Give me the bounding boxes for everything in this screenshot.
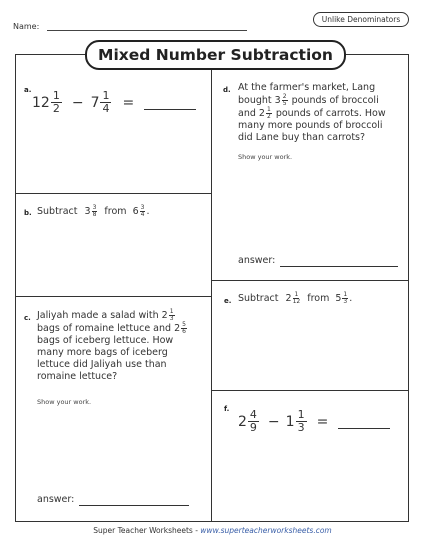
numerator: 1 — [266, 106, 271, 113]
denominator: 4 — [140, 211, 145, 218]
problem-d-answer-label: answer: — [238, 255, 276, 266]
problem-c-line-6: romaine lettuce? — [37, 371, 118, 382]
numerator: 1 — [343, 291, 348, 298]
grid-divider-vertical — [211, 54, 212, 522]
denominator: 8 — [92, 211, 97, 218]
problem-b-whole-2: 6 — [132, 206, 139, 217]
problem-d-line-5: did Lane buy than carrots? — [238, 132, 366, 143]
equals-sign: = — [316, 413, 329, 430]
denominator: 9 — [249, 421, 257, 434]
problem-a-whole-2: 7 — [90, 94, 100, 111]
problem-d-whole-2: 2 — [258, 108, 265, 119]
problem-c-answer-row — [37, 494, 189, 506]
problem-f-fraction-2 — [296, 409, 307, 434]
problem-f-whole-2: 1 — [285, 413, 295, 430]
problem-d-show-work: Show your work. — [238, 153, 293, 161]
problem-a-fraction-2 — [100, 90, 111, 115]
problem-a-expression — [32, 90, 196, 115]
equals-sign: = — [122, 94, 135, 111]
problem-d-fraction-2 — [266, 107, 272, 120]
problem-d-and: and — [238, 108, 256, 119]
problem-c-line-2: bags of romaine lettuce and — [37, 323, 172, 334]
denominator: 12 — [292, 298, 301, 305]
problem-d-answer-blank[interactable] — [280, 256, 398, 267]
period: . — [349, 293, 353, 304]
minus-sign: − — [267, 413, 280, 430]
problem-e-label: e. — [224, 297, 232, 305]
numerator: 1 — [297, 408, 305, 421]
denominator: 3 — [169, 315, 174, 322]
page-title: Mixed Number Subtraction — [85, 40, 346, 70]
denominator: 3 — [297, 421, 305, 434]
problem-d-line-1: At the farmer's market, Lang — [238, 82, 376, 93]
problem-b-fraction-2 — [140, 205, 146, 218]
denominator: 2 — [52, 102, 60, 115]
problem-f-whole-1: 2 — [238, 413, 247, 430]
problem-c-whole-2: 2 — [174, 323, 181, 334]
denominator: 4 — [102, 102, 110, 115]
numerator: 1 — [52, 89, 60, 102]
problem-f-expression — [238, 409, 390, 434]
numerator: 1 — [169, 308, 174, 315]
problem-d-line-4: many more pounds of broccoli — [238, 120, 383, 131]
problem-e-text — [238, 292, 352, 305]
problem-d-label: d. — [223, 86, 231, 94]
problem-c-line-4: many more bags of iceberg — [37, 347, 168, 358]
problem-b-text — [37, 205, 149, 218]
problem-c-answer-label: answer: — [37, 494, 75, 505]
problem-b-label: b. — [24, 209, 32, 217]
problem-c-whole-1: 2 — [161, 310, 168, 321]
minus-sign: − — [71, 94, 84, 111]
topic-badge: Unlike Denominators — [313, 12, 409, 27]
problem-d-bought: bought — [238, 95, 272, 106]
problem-e-from: from — [307, 293, 330, 304]
problem-a-fraction-1 — [51, 90, 62, 115]
problem-d-answer-row — [238, 255, 398, 267]
problem-c-show-work: Show your work. — [37, 398, 92, 406]
problem-b-from: from — [104, 206, 127, 217]
problem-b-instruction: Subtract — [37, 206, 78, 217]
problem-c-line-1: Jaliyah made a salad with — [37, 310, 159, 321]
problem-c-fraction-2 — [181, 322, 187, 335]
name-line[interactable] — [47, 30, 247, 31]
denominator: 3 — [343, 298, 348, 305]
problem-a-answer-blank[interactable] — [144, 95, 196, 110]
problem-e-fraction-2 — [342, 292, 348, 305]
problem-f-label: f. — [224, 405, 230, 413]
numerator: 1 — [294, 291, 299, 298]
footer-brand: Super Teacher Worksheets — [93, 526, 193, 535]
grid-divider-a-b — [15, 193, 211, 194]
problem-a-label: a. — [24, 86, 32, 94]
problem-c-fraction-1 — [169, 309, 175, 322]
numerator: 3 — [92, 204, 97, 211]
problem-c-line-5: lettuce did Jaliyah use than — [37, 359, 167, 370]
problem-c-line-3: bags of iceberg lettuce. How — [37, 335, 174, 346]
numerator: 3 — [140, 204, 145, 211]
problem-b-whole-1: 3 — [84, 206, 91, 217]
problem-e-whole-1: 2 — [285, 293, 292, 304]
footer — [0, 526, 425, 535]
name-label: Name: — [13, 22, 40, 31]
problem-d-line-3: pounds of carrots. How — [275, 108, 386, 119]
problem-c-text — [37, 309, 207, 383]
numerator: 2 — [282, 93, 287, 100]
problem-e-whole-2: 5 — [335, 293, 342, 304]
numerator: 1 — [102, 89, 110, 102]
grid-divider-e-f — [211, 390, 409, 391]
problem-c-label: c. — [24, 314, 31, 322]
problem-d-whole-1: 3 — [274, 95, 281, 106]
grid-divider-b-c — [15, 296, 211, 297]
problem-c-answer-blank[interactable] — [79, 495, 189, 506]
problem-f-answer-blank[interactable] — [338, 414, 390, 429]
problem-d-fraction-1 — [282, 94, 288, 107]
grid-divider-d-e — [211, 280, 409, 281]
numerator: 4 — [249, 408, 257, 421]
problem-b-fraction-1 — [92, 205, 98, 218]
period: . — [146, 206, 150, 217]
problem-e-fraction-1 — [293, 292, 301, 305]
problem-f-fraction-1 — [248, 409, 259, 434]
problem-a-whole-1: 12 — [32, 94, 50, 111]
footer-url-link[interactable]: www.superteacherworksheets.com — [200, 526, 332, 535]
numerator: 5 — [182, 321, 186, 328]
problem-d-line-2: pounds of broccoli — [291, 95, 379, 106]
footer-separator: - — [192, 526, 201, 535]
denominator: 2 — [266, 113, 271, 120]
problem-d-text — [238, 82, 406, 144]
denominator: 5 — [282, 100, 287, 107]
problem-e-instruction: Subtract — [238, 293, 279, 304]
denominator: 6 — [182, 328, 186, 335]
